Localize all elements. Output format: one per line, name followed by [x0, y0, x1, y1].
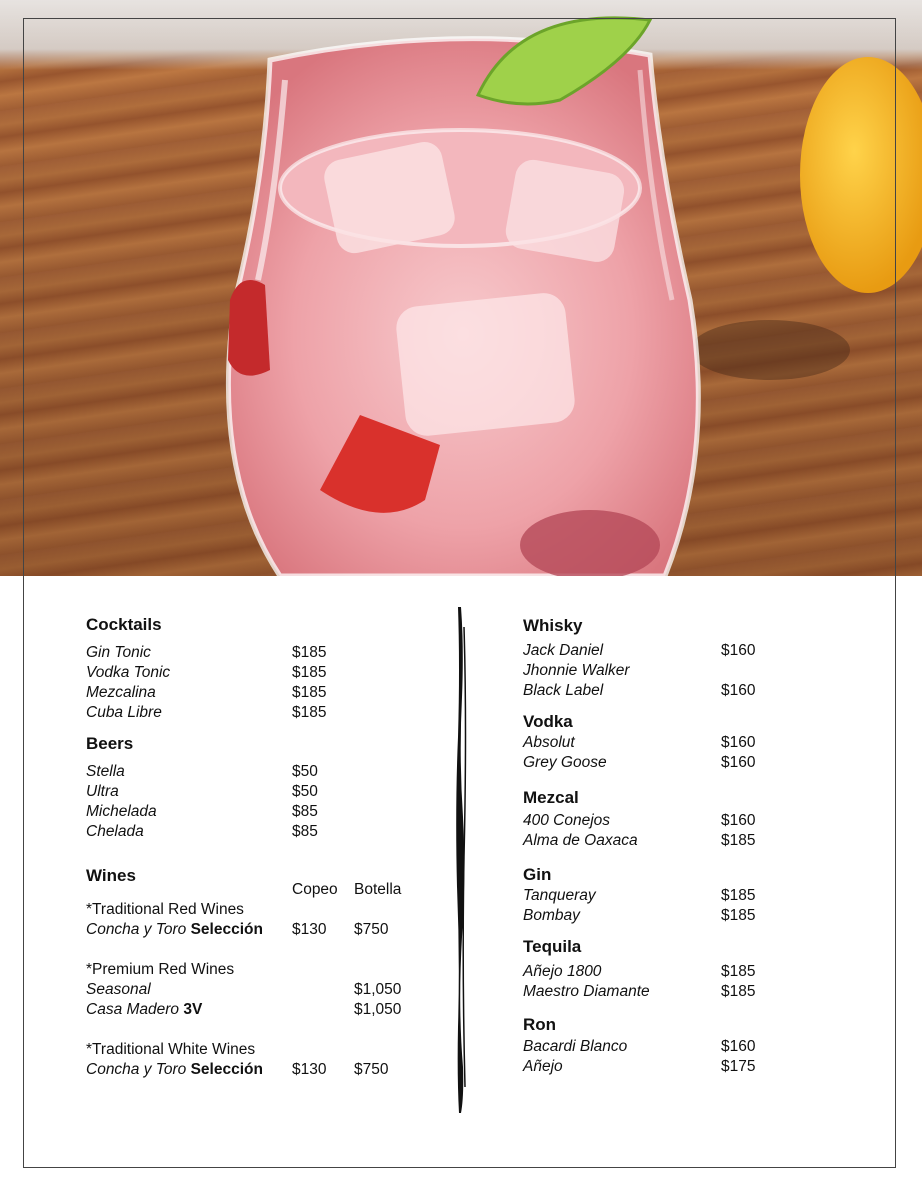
- menu-item-price: $160: [721, 642, 756, 659]
- menu-item-price: $185: [292, 664, 327, 681]
- wine-category: *Traditional White Wines: [86, 1041, 256, 1058]
- section-heading-whisky: Whisky: [523, 616, 583, 635]
- menu-item-name: Añejo 1800: [523, 963, 602, 980]
- menu-item-price: $185: [721, 983, 756, 1000]
- wine-name: Concha y Toro: [86, 1061, 187, 1078]
- wine-label: Selección: [190, 1061, 263, 1078]
- cocktail-illustration: [0, 0, 922, 576]
- wine-price-botella: $750: [354, 921, 389, 938]
- menu-item-name: Bacardi Blanco: [523, 1038, 628, 1055]
- section-heading-cocktails: Cocktails: [86, 615, 162, 634]
- menu-item-name: Vodka Tonic: [86, 664, 171, 681]
- menu-item-price: $160: [721, 1038, 756, 1055]
- menu-item-price: $85: [292, 803, 318, 820]
- section-heading-vodka: Vodka: [523, 712, 573, 731]
- hero-cocktail-photo: [0, 0, 922, 576]
- menu-item-price: $50: [292, 763, 318, 780]
- wine-price-botella: $750: [354, 1061, 389, 1078]
- menu-item-name: 400 Conejos: [523, 812, 611, 829]
- menu-item-name: Tanqueray: [523, 887, 596, 904]
- wine-item: [86, 1000, 202, 1020]
- wine-label: 3V: [183, 1001, 203, 1018]
- menu-item-name: Bombay: [523, 907, 580, 924]
- menu-item-price: $185: [292, 684, 327, 701]
- wine-price-copeo: $130: [292, 1061, 327, 1078]
- menu-item-price: $160: [721, 734, 756, 751]
- section-heading-gin: Gin: [523, 865, 552, 884]
- menu-item-price: $185: [292, 704, 327, 721]
- wine-category: *Premium Red Wines: [86, 961, 235, 978]
- section-heading-mezcal: Mezcal: [523, 788, 579, 807]
- wine-price-copeo: $130: [292, 921, 327, 938]
- wine-name: Seasonal: [86, 981, 151, 998]
- menu-item-name: Absolut: [523, 734, 575, 751]
- menu-item-name: Black Label: [523, 682, 604, 699]
- menu-item-price: $85: [292, 823, 318, 840]
- menu-item-name: Jack Daniel: [523, 642, 604, 659]
- menu-item-name: Stella: [86, 763, 125, 780]
- menu-item-name: Gin Tonic: [86, 644, 151, 661]
- menu-item-name: Alma de Oaxaca: [523, 832, 638, 849]
- wine-category: *Traditional Red Wines: [86, 901, 244, 918]
- menu-item-price: $160: [721, 812, 756, 829]
- menu-item-name: Grey Goose: [523, 754, 607, 771]
- section-heading-beers: Beers: [86, 734, 134, 753]
- menu-item-name: Mezcalina: [86, 684, 156, 701]
- menu-item-price: $185: [721, 832, 756, 849]
- section-heading-wines: Wines: [86, 866, 136, 885]
- menu-item-price: $160: [721, 754, 756, 771]
- menu-item-name: Michelada: [86, 803, 157, 820]
- wine-label: Selección: [190, 921, 263, 938]
- menu-item-name: Jhonnie Walker: [523, 662, 630, 679]
- wine-item: [86, 1060, 263, 1080]
- menu-item-price: $185: [721, 963, 756, 980]
- wine-item: [86, 980, 151, 1000]
- wine-price-botella: $1,050: [354, 1001, 402, 1018]
- wine-price-botella: $1,050: [354, 981, 402, 998]
- wine-column-botella: Botella: [354, 881, 402, 898]
- menu-item-price: $50: [292, 783, 318, 800]
- brush-divider: [455, 607, 469, 1113]
- wine-item: [86, 920, 263, 940]
- menu-item-price: $185: [721, 907, 756, 924]
- menu-item-price: $185: [292, 644, 327, 661]
- section-heading-tequila: Tequila: [523, 937, 582, 956]
- section-heading-ron: Ron: [523, 1015, 557, 1034]
- wine-column-copeo: Copeo: [292, 881, 338, 898]
- menu-item-name: Añejo: [523, 1058, 563, 1075]
- menu-item-name: Ultra: [86, 783, 119, 800]
- wine-name: Concha y Toro: [86, 921, 187, 938]
- menu-item-name: Maestro Diamante: [523, 983, 650, 1000]
- menu-item-price: $175: [721, 1058, 756, 1075]
- menu-item-price: $160: [721, 682, 756, 699]
- menu-item-price: $185: [721, 887, 756, 904]
- menu-item-name: Cuba Libre: [86, 704, 162, 721]
- wine-name: Casa Madero: [86, 1001, 180, 1018]
- menu-item-name: Chelada: [86, 823, 144, 840]
